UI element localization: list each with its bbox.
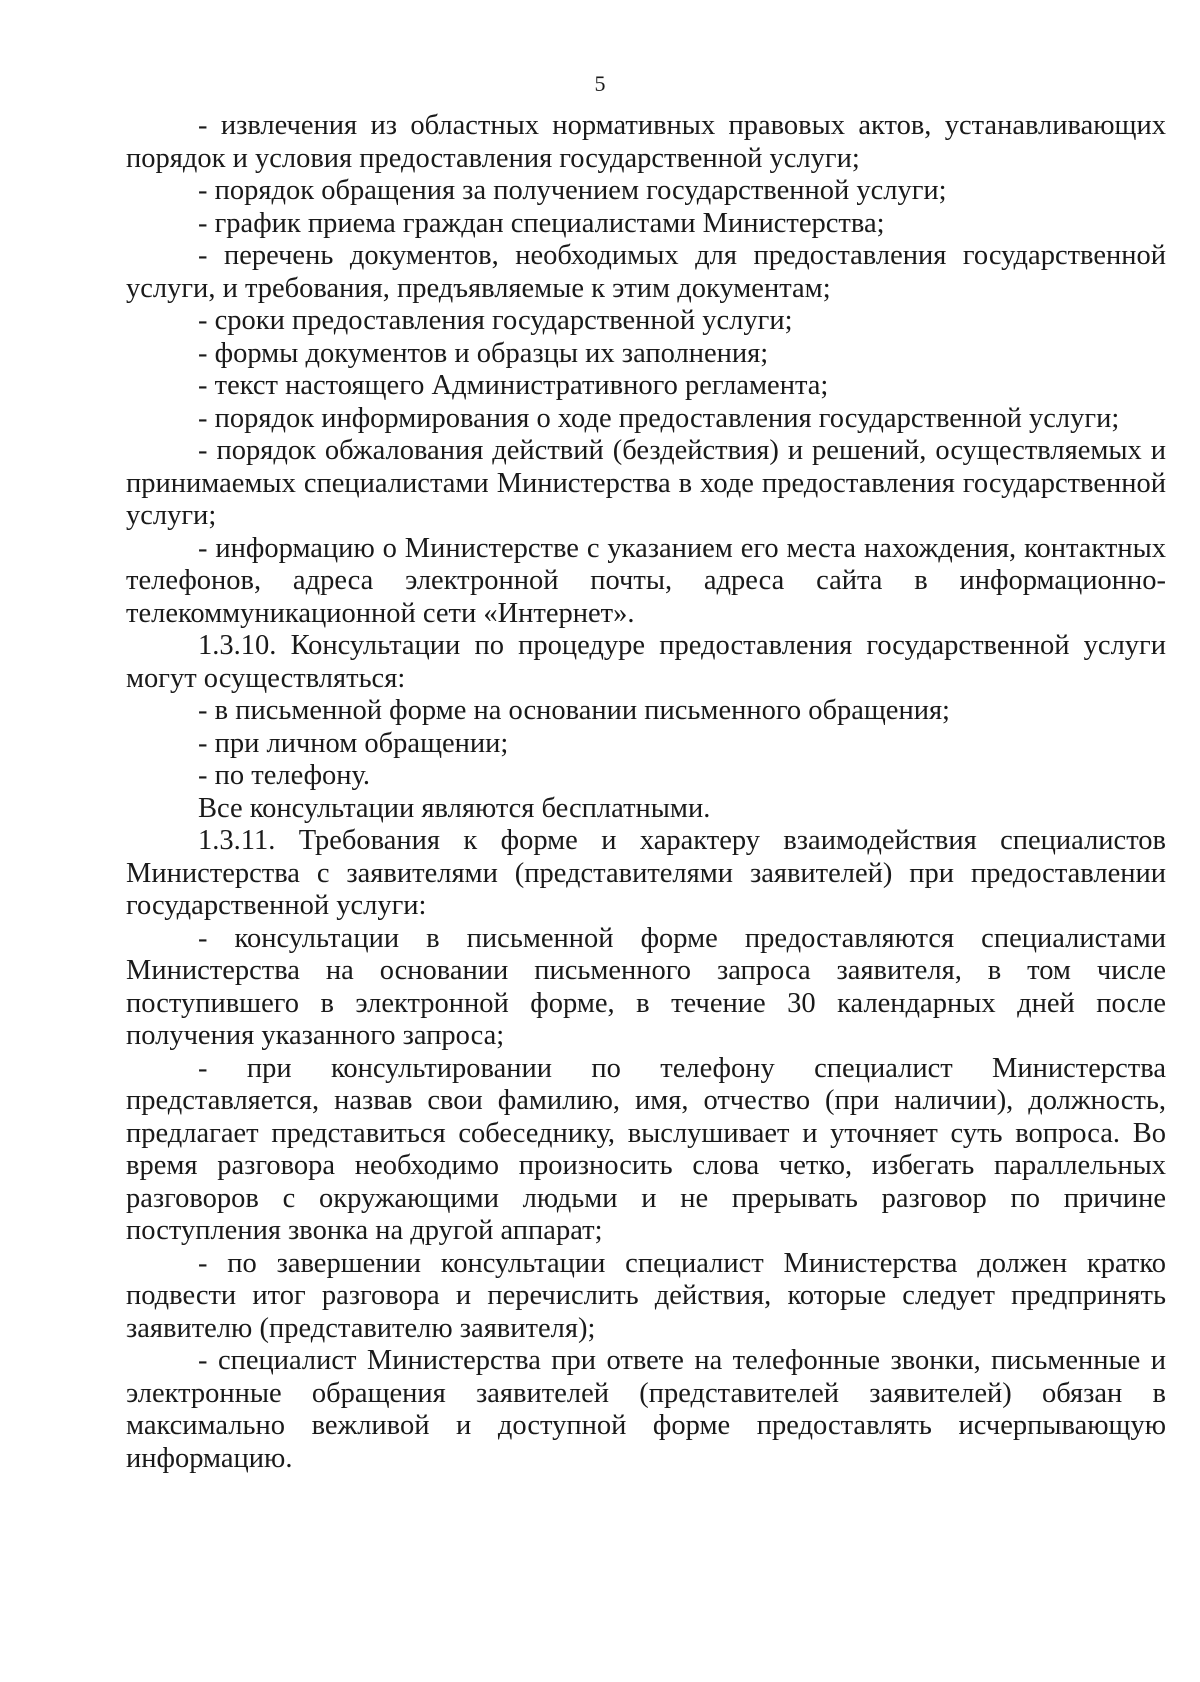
paragraph-reception-schedule: - график приема граждан специалистами Министерства; <box>198 207 885 239</box>
paragraph-service-deadlines: - сроки предоставления государственной услуги; <box>198 305 793 336</box>
paragraph-documents-list: - перечень документов, необходимых для предоставления государственной услуги, и требования, предъявляемые к этим документам; <box>126 240 1166 304</box>
paragraph-regulation-text: - текст настоящего Административного регламента; <box>198 370 829 401</box>
paragraph-document-forms: - формы документов и образцы их заполнения; <box>198 337 769 369</box>
paragraph-by-phone: - по телефону. <box>198 760 371 791</box>
paragraph-appeal-procedure: - порядок обжалования действий (бездействия) и решений, осуществляемых и принимаемых специалистами Министерства в ходе предоставления государственной услуги; <box>126 435 1166 531</box>
paragraph-excerpts: - извлечения из областных нормативных правовых актов, устанавливающих порядок и условия предоставления государственной услуги; <box>126 110 1166 174</box>
paragraph-written-consultations: - консультации в письменной форме предоставляются специалистами Министерства на основании письменного запроса заявителя, в том числе поступившего в электронной форме, в течение 30 календарных дней после получения указанного запроса; <box>126 922 1166 1051</box>
paragraph-written-form: - в письменной форме на основании письменного обращения; <box>198 695 950 726</box>
document-body <box>126 110 1166 1475</box>
paragraph-application-procedure: - порядок обращения за получением государственной услуги; <box>198 175 947 206</box>
paragraph-free-consultations: Все консультации являются бесплатными. <box>198 792 711 824</box>
paragraph-phone-consultations: - при консультировании по телефону специалист Министерства представляется, назвав свои фамилию, имя, отчество (при наличии), должность, предлагает представиться собеседнику, выслушивает и уточняет суть вопроса. Во время разговора необходимо произносить слова четко, избегать параллельных разговоров с окружающими людьми и не прерывать разговор по причине поступления звонка на другой аппарат; <box>126 1052 1166 1246</box>
page-number: 5 <box>594 71 606 96</box>
paragraph-section-1-3-10: 1.3.10. Консультации по процедуре предоставления государственной услуги могут осуществляться: <box>126 630 1166 694</box>
paragraph-ministry-info: - информацию о Министерстве с указанием его места нахождения, контактных телефонов, адреса электронной почты, адреса сайта в информационно-телекоммуникационной сети «Интернет». <box>126 532 1166 629</box>
paragraph-progress-info: - порядок информирования о ходе предоставления государственной услуги; <box>198 402 1120 434</box>
paragraph-section-1-3-11: 1.3.11. Требования к форме и характеру взаимодействия специалистов Министерства с заявителями (представителями заявителей) при предоставлении государственной услуги: <box>126 825 1166 921</box>
paragraph-specialist-obligations: - специалист Министерства при ответе на телефонные звонки, письменные и электронные обращения заявителей (представителей заявителей) обязан в максимально вежливой и доступной форме предоставлять исчерпывающую информацию. <box>126 1345 1166 1474</box>
paragraph-in-person: - при личном обращении; <box>198 727 509 759</box>
paragraph-consultation-summary: - по завершении консультации специалист Министерства должен кратко подвести итог разговора и перечислить действия, которые следует предпринять заявителю (представителю заявителя); <box>126 1247 1166 1344</box>
